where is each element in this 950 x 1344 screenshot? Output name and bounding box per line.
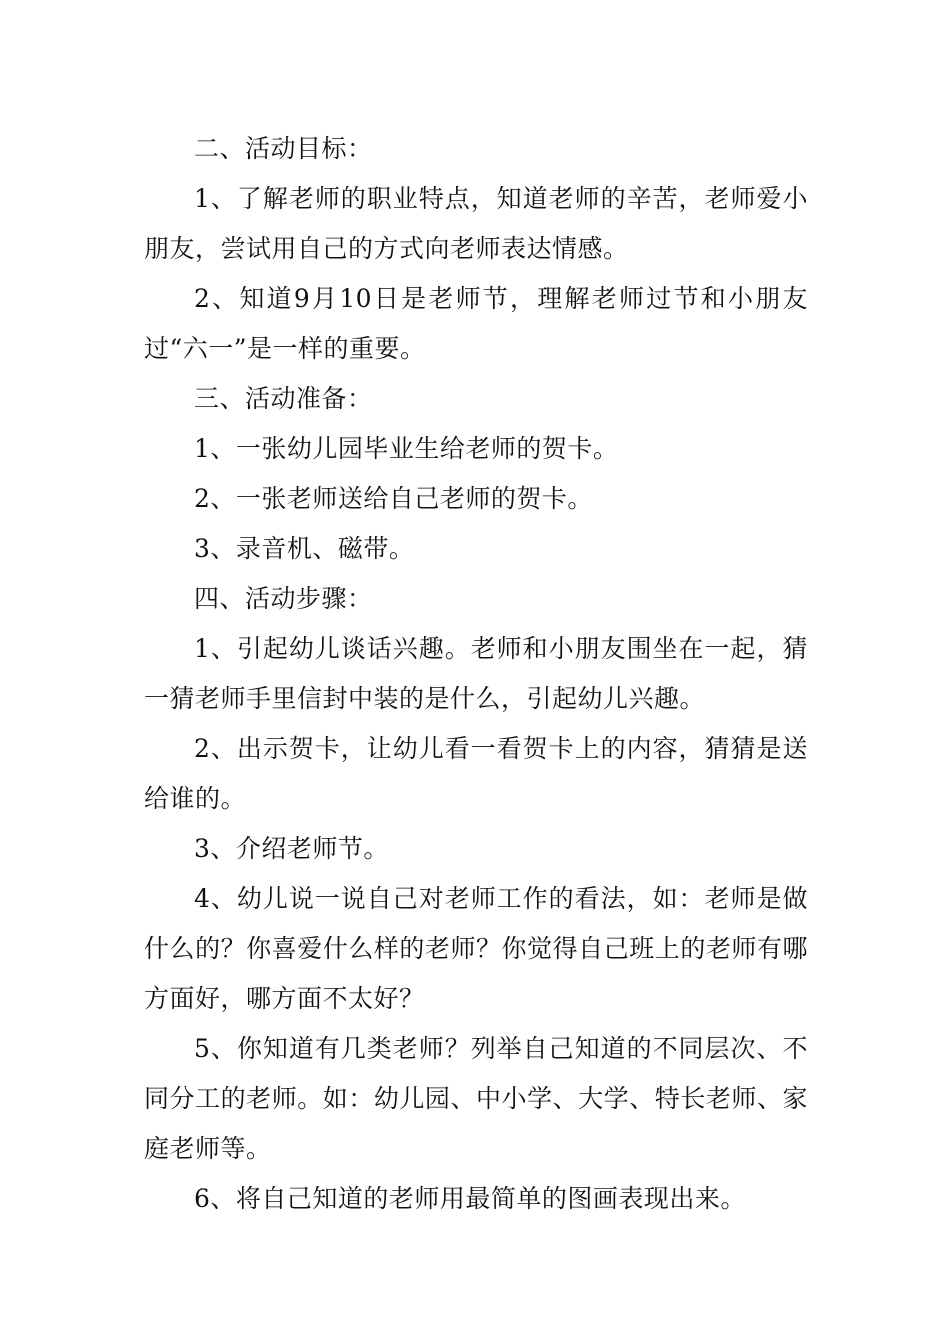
goal-item-1: 1、了解老师的职业特点，知道老师的辛苦，老师爱小朋友，尝试用自己的方式向老师表达情感。 [144,184,808,263]
step-item-4: 4、幼儿说一说自己对老师工作的看法，如：老师是做什么的？你喜爱什么样的老师？你觉得自己班上的老师有哪方面好，哪方面不太好？ [144,884,808,1013]
preparation-item-1: 1、一张幼儿园毕业生给老师的贺卡。 [194,434,619,463]
step-item-1: 1、引起幼儿谈话兴趣。老师和小朋友围坐在一起，猜一猜老师手里信封中装的是什么，引起幼儿兴趣。 [144,634,808,713]
document-body [144,124,808,1224]
section-heading-preparation: 三、活动准备： [194,384,373,413]
preparation-item-2: 2、一张老师送给自己老师的贺卡。 [194,484,593,513]
goal-item-2: 2、知道9月10日是老师节，理解老师过节和小朋友过“六一”是一样的重要。 [144,284,808,363]
preparation-item-3: 3、录音机、磁带。 [194,534,415,563]
step-item-2: 2、出示贺卡，让幼儿看一看贺卡上的内容，猜猜是送给谁的。 [144,734,808,813]
step-item-5: 5、你知道有几类老师？列举自己知道的不同层次、不同分工的老师。如：幼儿园、中小学、大学、特长老师、家庭老师等。 [144,1034,808,1163]
section-heading-goals: 二、活动目标： [194,134,373,163]
step-item-3: 3、介绍老师节。 [194,834,389,863]
section-heading-steps: 四、活动步骤： [194,584,373,613]
step-item-6: 6、将自己知道的老师用最简单的图画表现出来。 [194,1184,746,1213]
